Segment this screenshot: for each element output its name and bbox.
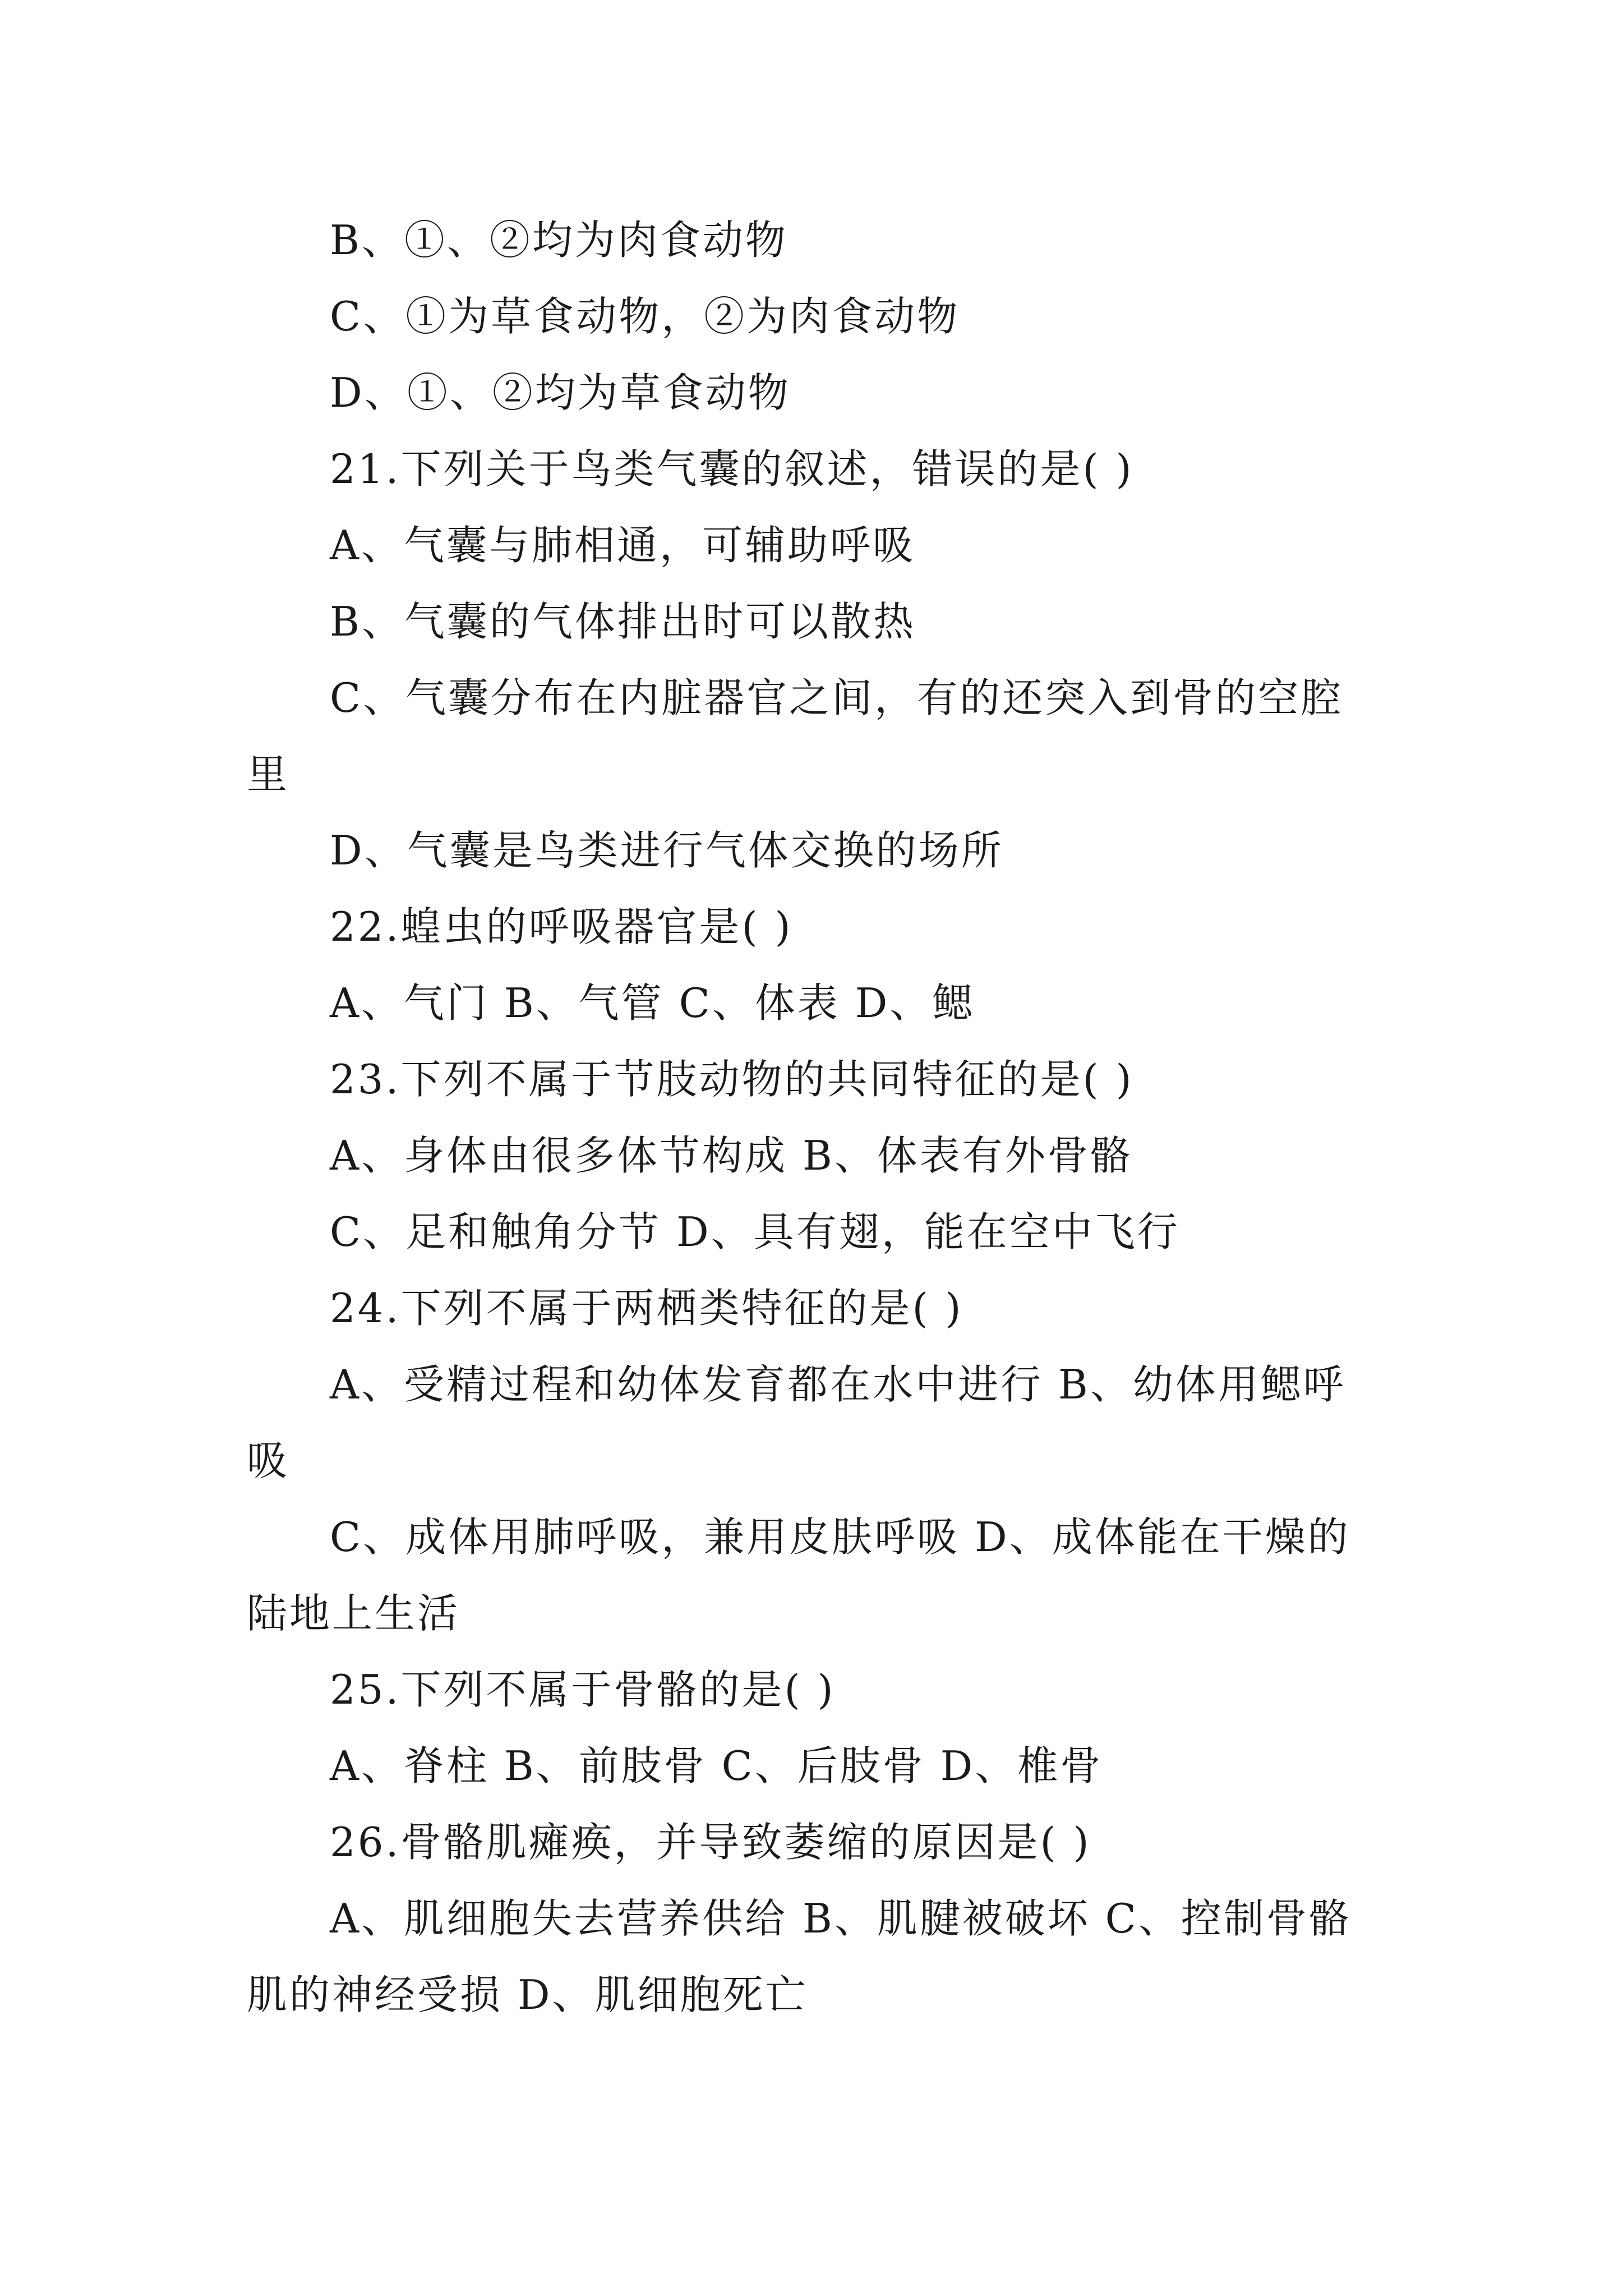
question-26-stem: 26.骨骼肌瘫痪，并导致萎缩的原因是( ) xyxy=(330,1819,1091,1866)
option-line-wrapped: A、受精过程和幼体发育都在水中进行 B、幼体用鳃呼吸 xyxy=(247,1361,1346,1484)
option-line: C、①为草食动物，②为肉食动物 xyxy=(330,293,960,340)
option-line: B、气囊的气体排出时可以散热 xyxy=(330,598,916,645)
option-line: A、脊柱 B、前肢骨 C、后肢骨 D、椎骨 xyxy=(330,1742,1103,1789)
question-text-block xyxy=(247,202,1385,2033)
option-line: D、①、②均为草食动物 xyxy=(330,369,791,416)
option-line-wrapped: A、肌细胞失去营养供给 B、肌腱被破坏 C、控制骨骼肌的神经受损 D、肌细胞死亡 xyxy=(247,1895,1352,2018)
option-line-wrapped: C、成体用肺呼吸，兼用皮肤呼吸 D、成体能在干燥的陆地上生活 xyxy=(247,1513,1350,1637)
question-22-stem: 22.蝗虫的呼吸器官是( ) xyxy=(330,903,793,950)
question-23-stem: 23.下列不属于节肢动物的共同特征的是( ) xyxy=(330,1056,1134,1103)
option-line: C、足和触角分节 D、具有翅，能在空中飞行 xyxy=(330,1208,1180,1255)
question-24-stem: 24.下列不属于两栖类特征的是( ) xyxy=(330,1285,963,1332)
question-21-stem: 21.下列关于鸟类气囊的叙述，错误的是( ) xyxy=(330,445,1134,493)
option-line: D、气囊是鸟类进行气体交换的场所 xyxy=(330,827,1004,874)
option-line: A、气门 B、气管 C、体表 D、鳃 xyxy=(330,979,975,1027)
option-line: A、气囊与肺相通，可辅助呼吸 xyxy=(330,522,915,569)
question-25-stem: 25.下列不属于骨骼的是( ) xyxy=(330,1666,836,1713)
option-line-wrapped: C、气囊分布在内脏器官之间，有的还突入到骨的空腔里 xyxy=(247,674,1344,798)
option-line: A、身体由很多体节构成 B、体表有外骨骼 xyxy=(330,1132,1133,1179)
option-line: B、①、②均为肉食动物 xyxy=(330,217,788,264)
